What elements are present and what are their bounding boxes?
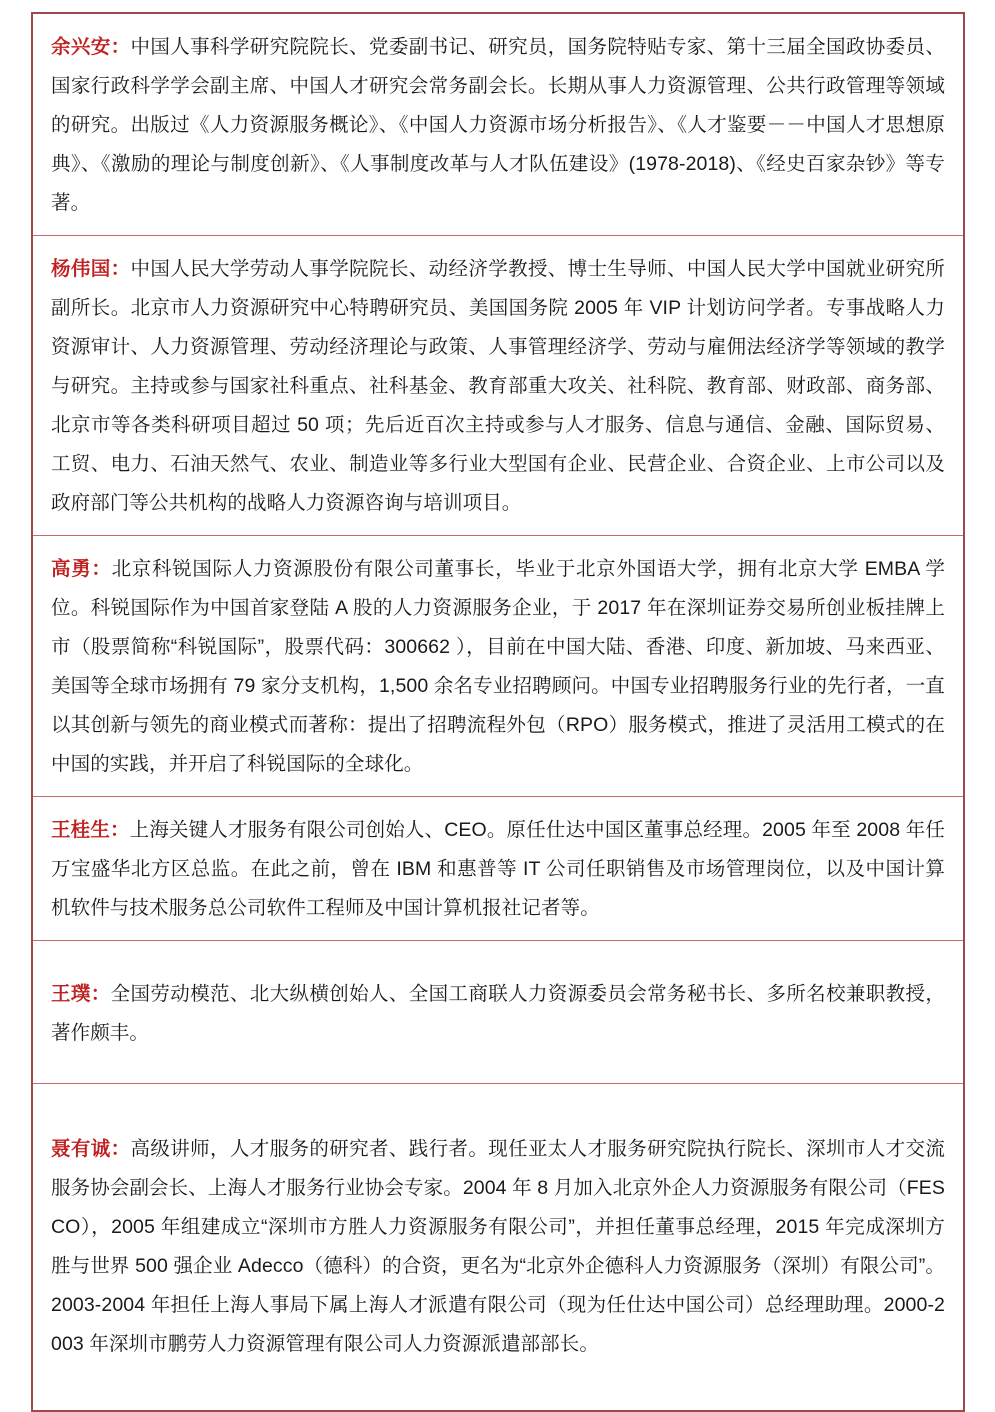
biography-paragraph xyxy=(51,28,945,223)
name-separator: ： xyxy=(110,258,131,280)
biography-body: 高级讲师，人才服务的研究者、践行者。现任亚太人才服务研究院执行院长、深圳市人才交流服务协会副会长、上海人才服务行业协会专家。2004 年 8 月加入北京外企人力资源服务有限公司（FESCO），2005 年组建成立“深圳市方胜人力资源服务有限公司”，并担任董事总经理，2015 年完成深圳方胜与世界 500 强企业 Adecco（德科）的合资，更名为“北京外企德科人力资源服务（深圳）有限公司”。2003-2004 年担任上海人事局下属上海人才派遣有限公司（现为任仕达中国公司）总经理助理。2000-2003 年深圳市鹏劳人力资源管理有限公司人力资源派遣部部长。 xyxy=(51,1138,945,1355)
biography-body: 北京科锐国际人力资源股份有限公司董事长，毕业于北京外国语大学，拥有北京大学 EMBA 学位。科锐国际作为中国首家登陆 A 股的人力资源服务企业，于 2017 年在深圳证券交易所创业板挂牌上市（股票简称“科锐国际”，股票代码：300662 ），目前在中国大陆、香港、印度、新加坡、马来西亚、美国等全球市场拥有 79 家分支机构，1,500 余名专业招聘顾问。中国专业招聘服务行业的先行者，一直以其创新与领先的商业模式而著称：提出了招聘流程外包（RPO）服务模式，推进了灵活用工模式的在中国的实践，并开启了科锐国际的全球化。 xyxy=(51,558,945,775)
table-row xyxy=(33,14,963,236)
table-row xyxy=(33,236,963,536)
name-separator: ： xyxy=(109,819,130,841)
name-separator: ： xyxy=(110,36,131,58)
biography-body: 全国劳动模范、北大纵横创始人、全国工商联人力资源委员会常务秘书长、多所名校兼职教授，著作颇丰。 xyxy=(51,983,945,1044)
biography-paragraph xyxy=(51,975,945,1053)
biography-body: 中国人事科学研究院院长、党委副书记、研究员，国务院特贴专家、第十三届全国政协委员、国家行政科学学会副主席、中国人才研究会常务副会长。长期从事人力资源管理、公共行政管理等领域的研究。出版过《人力资源服务概论》、《中国人力资源市场分析报告》、《人才鉴要－－中国人才思想原典》、《激励的理论与制度创新》、《人事制度改革与人才队伍建设》(1978-2018)、《经史百家杂钞》等专著。 xyxy=(51,36,945,214)
name-separator: ： xyxy=(90,983,111,1005)
name-separator: ： xyxy=(91,558,112,580)
biography-body: 中国人民大学劳动人事学院院长、动经济学教授、博士生导师、中国人民大学中国就业研究所副所长。北京市人力资源研究中心特聘研究员、美国国务院 2005 年 VIP 计划访问学者。专事战略人力资源审计、人力资源管理、劳动经济理论与政策、人事管理经济学、劳动与雇佣法经济学等领域的教学与研究。主持或参与国家社科重点、社科基金、教育部重大攻关、社科院、教育部、财政部、商务部、北京市等各类科研项目超过 50 项；先后近百次主持或参与人才服务、信息与通信、金融、国际贸易、工贸、电力、石油天然气、农业、制造业等多行业大型国有企业、民营企业、合资企业、上市公司以及政府部门等公共机构的战略人力资源咨询与培训项目。 xyxy=(51,258,945,514)
person-name: 杨伟国 xyxy=(51,258,111,280)
table-row xyxy=(33,941,963,1084)
table-row xyxy=(33,797,963,941)
person-name: 高勇 xyxy=(51,558,92,580)
biography-paragraph xyxy=(51,550,945,784)
table-row xyxy=(33,536,963,797)
biography-paragraph xyxy=(51,1130,945,1364)
biography-paragraph xyxy=(51,811,945,928)
person-name: 王桂生 xyxy=(51,819,110,841)
biography-table xyxy=(31,12,965,1412)
table-row xyxy=(33,1084,963,1410)
biography-paragraph xyxy=(51,250,945,523)
person-name: 余兴安 xyxy=(51,36,111,58)
person-name: 聂有诚 xyxy=(51,1138,111,1160)
person-name: 王璞 xyxy=(51,983,91,1005)
name-separator: ： xyxy=(110,1138,131,1160)
biography-body: 上海关键人才服务有限公司创始人、CEO。原任仕达中国区董事总经理。2005 年至 2008 年任万宝盛华北方区总监。在此之前，曾在 IBM 和惠普等 IT 公司任职销售及市场管理岗位，以及中国计算机软件与技术服务总公司软件工程师及中国计算机报社记者等。 xyxy=(51,819,945,919)
